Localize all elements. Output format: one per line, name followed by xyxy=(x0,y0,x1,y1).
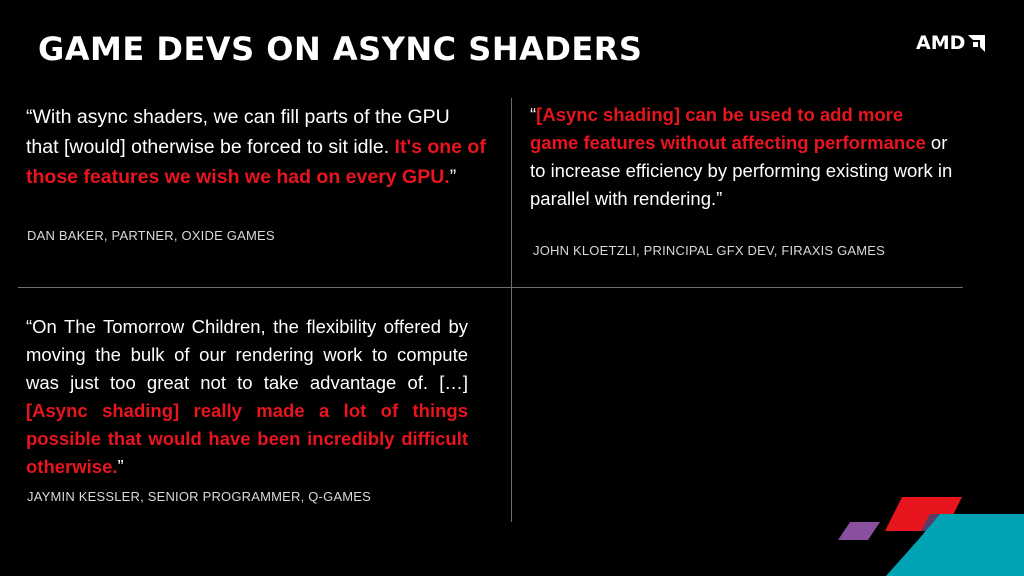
vertical-divider xyxy=(511,98,512,522)
quote-highlight: [Async shading] really made a lot of things possible that would have been incredibly difficult otherwise. xyxy=(26,400,468,477)
quote-attribution-qgames: JAYMIN KESSLER, SENIOR PROGRAMMER, Q-GAMES xyxy=(27,489,372,504)
deco-cyan-shape xyxy=(886,514,1024,576)
amd-logo xyxy=(916,32,985,54)
quote-open-mark: “ xyxy=(530,104,537,125)
quote-highlight: It's one of those features we wish we had on every GPU. xyxy=(26,136,486,188)
quote-open-mark: “ xyxy=(26,316,33,337)
quote-close-mark: ” xyxy=(449,166,457,188)
deco-blend-shape xyxy=(921,514,954,531)
quote-text: With async shaders, we can fill parts of the GPU that [would] otherwise be forced to sit idle. xyxy=(26,106,450,158)
quote-attribution-firaxis: JOHN KLOETZLI, PRINCIPAL GFX DEV, FIRAXIS GAMES xyxy=(533,243,886,258)
quote-qgames xyxy=(26,313,468,481)
quote-close-mark: ” xyxy=(117,456,124,477)
quote-close-mark: ” xyxy=(716,188,723,209)
quote-firaxis xyxy=(530,101,955,213)
quote-attribution-oxide: DAN BAKER, PARTNER, OXIDE GAMES xyxy=(27,228,275,243)
quote-text: On The Tomorrow Children, the flexibility offered by moving the bulk of our rendering work to compute was just too great not to take advantage of. […] xyxy=(26,316,468,393)
deco-red-shape xyxy=(885,497,962,531)
deco-purple-shape xyxy=(838,522,880,540)
quote-highlight: [Async shading] can be used to add more game features without affecting performance xyxy=(530,104,926,153)
quote-oxide xyxy=(26,102,486,192)
slide-title: GAME DEVS ON ASYNC SHADERS xyxy=(38,30,643,68)
amd-logo-text: AMD xyxy=(916,32,966,54)
horizontal-divider xyxy=(18,287,963,288)
quote-text-after: or to increase efficiency by performing existing work in parallel with rendering. xyxy=(530,132,953,209)
quote-open-mark: “ xyxy=(26,106,33,128)
amd-arrow-icon xyxy=(968,35,985,52)
